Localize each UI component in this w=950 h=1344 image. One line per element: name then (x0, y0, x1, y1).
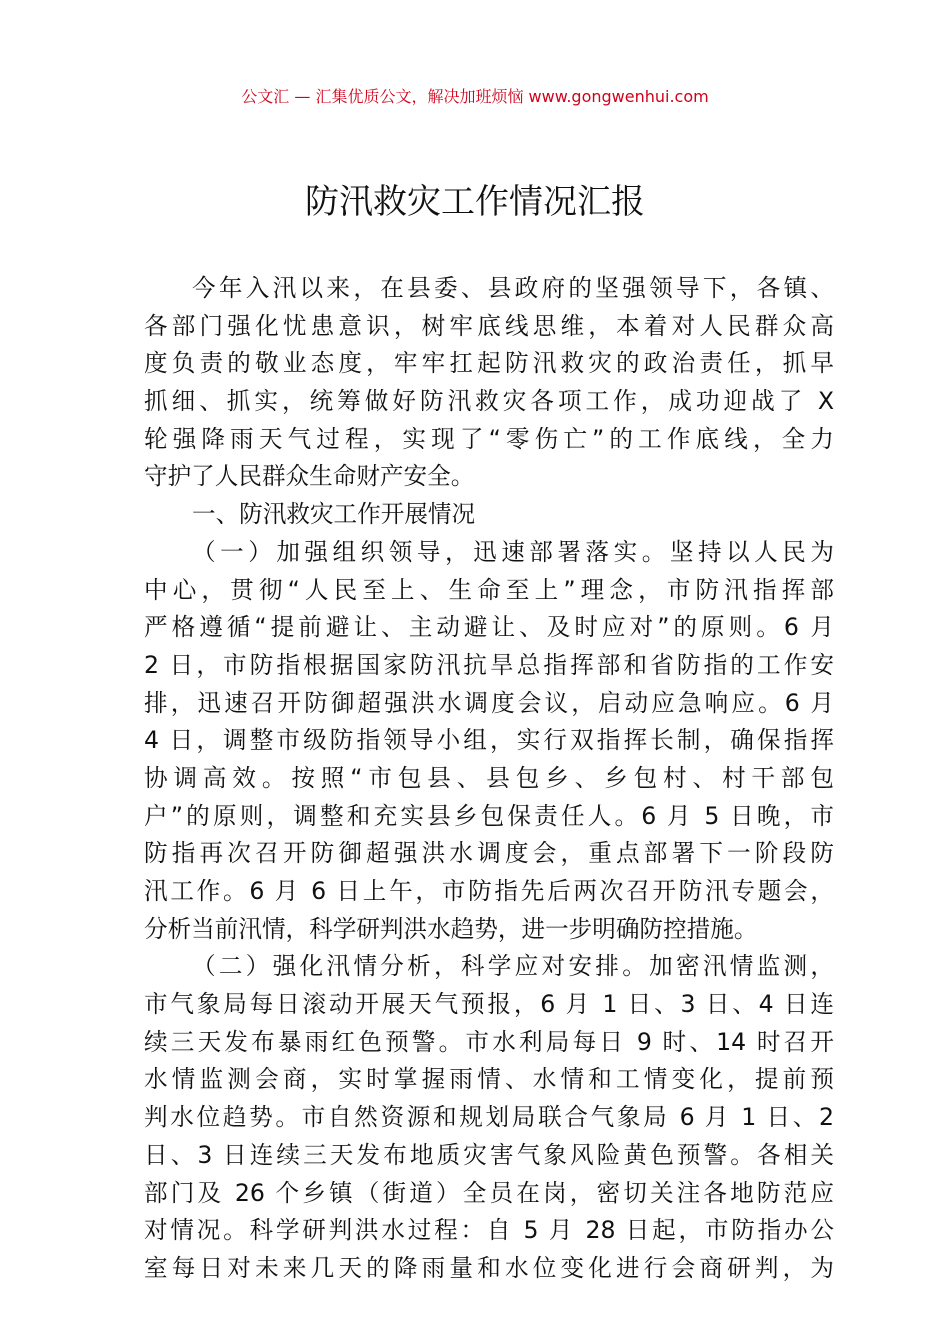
text-line: 防指再次召开防御超强洪水调度会，重点部署下一阶段防 (144, 839, 834, 868)
watermark-header: 公文汇 — 汇集优质公文，解决加班烦恼 www.gongwenhui.com (241, 87, 709, 106)
text-line: 严格遵循“提前避让、主动避让、及时应对”的原则。6 月 (144, 613, 834, 642)
text-line: 抓细、抓实，统筹做好防汛救灾各项工作，成功迎战了 X (144, 387, 834, 416)
text-line: 水情监测会商，实时掌握雨情、水情和工情变化，提前预 (144, 1065, 834, 1094)
text-line: 部门及 26 个乡镇（街道）全员在岗，密切关注各地防范应 (144, 1178, 834, 1207)
document-title: 防汛救灾工作情况汇报 (305, 182, 645, 222)
text-line: 中心，贯彻“人民至上、生命至上”理念，市防汛指挥部 (144, 575, 834, 604)
text-line: 市气象局每日滚动开展天气预报，6 月 1 日、3 日、4 日连 (144, 990, 834, 1019)
text-line: 今年入汛以来，在县委、县政府的坚强领导下，各镇、 (192, 274, 834, 302)
text-line: 对情况。科学研判洪水过程：自 5 月 28 日起，市防指办公 (144, 1216, 834, 1245)
text-line: （二）强化汛情分析，科学应对安排。加密汛情监测， (192, 952, 834, 981)
text-line: 协调高效。按照“市包县、县包乡、乡包村、村干部包 (144, 763, 834, 792)
text-line: 一、防汛救灾工作开展情况 (192, 500, 476, 529)
text-line: 4 日，调整市级防指领导小组，实行双指挥长制，确保指挥 (144, 726, 834, 755)
text-line: 判水位趋势。市自然资源和规划局联合气象局 6 月 1 日、2 (144, 1103, 834, 1132)
text-line: 室每日对未来几天的降雨量和水位变化进行会商研判，为 (144, 1253, 834, 1282)
text-line: 度负责的敬业态度，牢牢扛起防汛救灾的政治责任，抓早 (144, 349, 834, 378)
document-body (144, 270, 834, 1288)
text-line: 2 日，市防指根据国家防汛抗旱总指挥部和省防指的工作安 (144, 650, 834, 679)
text-line: 日、3 日连续三天发布地质灾害气象风险黄色预警。各相关 (144, 1140, 834, 1169)
text-line: 户”的原则，调整和充实县乡包保责任人。6 月 5 日晚，市 (144, 801, 834, 830)
text-line: （一）加强组织领导，迅速部署落实。坚持以人民为 (192, 537, 834, 566)
text-line: 续三天发布暴雨红色预警。市水利局每日 9 时、14 时召开 (144, 1027, 834, 1056)
text-line: 各部门强化忧患意识，树牢底线思维，本着对人民群众高 (144, 311, 834, 340)
text-line: 分析当前汛情，科学研判洪水趋势，进一步明确防控措施。 (144, 914, 758, 943)
text-line: 汛工作。6 月 6 日上午，市防指先后两次召开防汛专题会， (144, 877, 834, 905)
text-line: 轮强降雨天气过程，实现了“零伤亡”的工作底线，全力 (144, 424, 834, 453)
text-line: 守护了人民群众生命财产安全。 (144, 462, 475, 491)
text-line: 排，迅速召开防御超强洪水调度会议，启动应急响应。6 月 (144, 688, 834, 717)
